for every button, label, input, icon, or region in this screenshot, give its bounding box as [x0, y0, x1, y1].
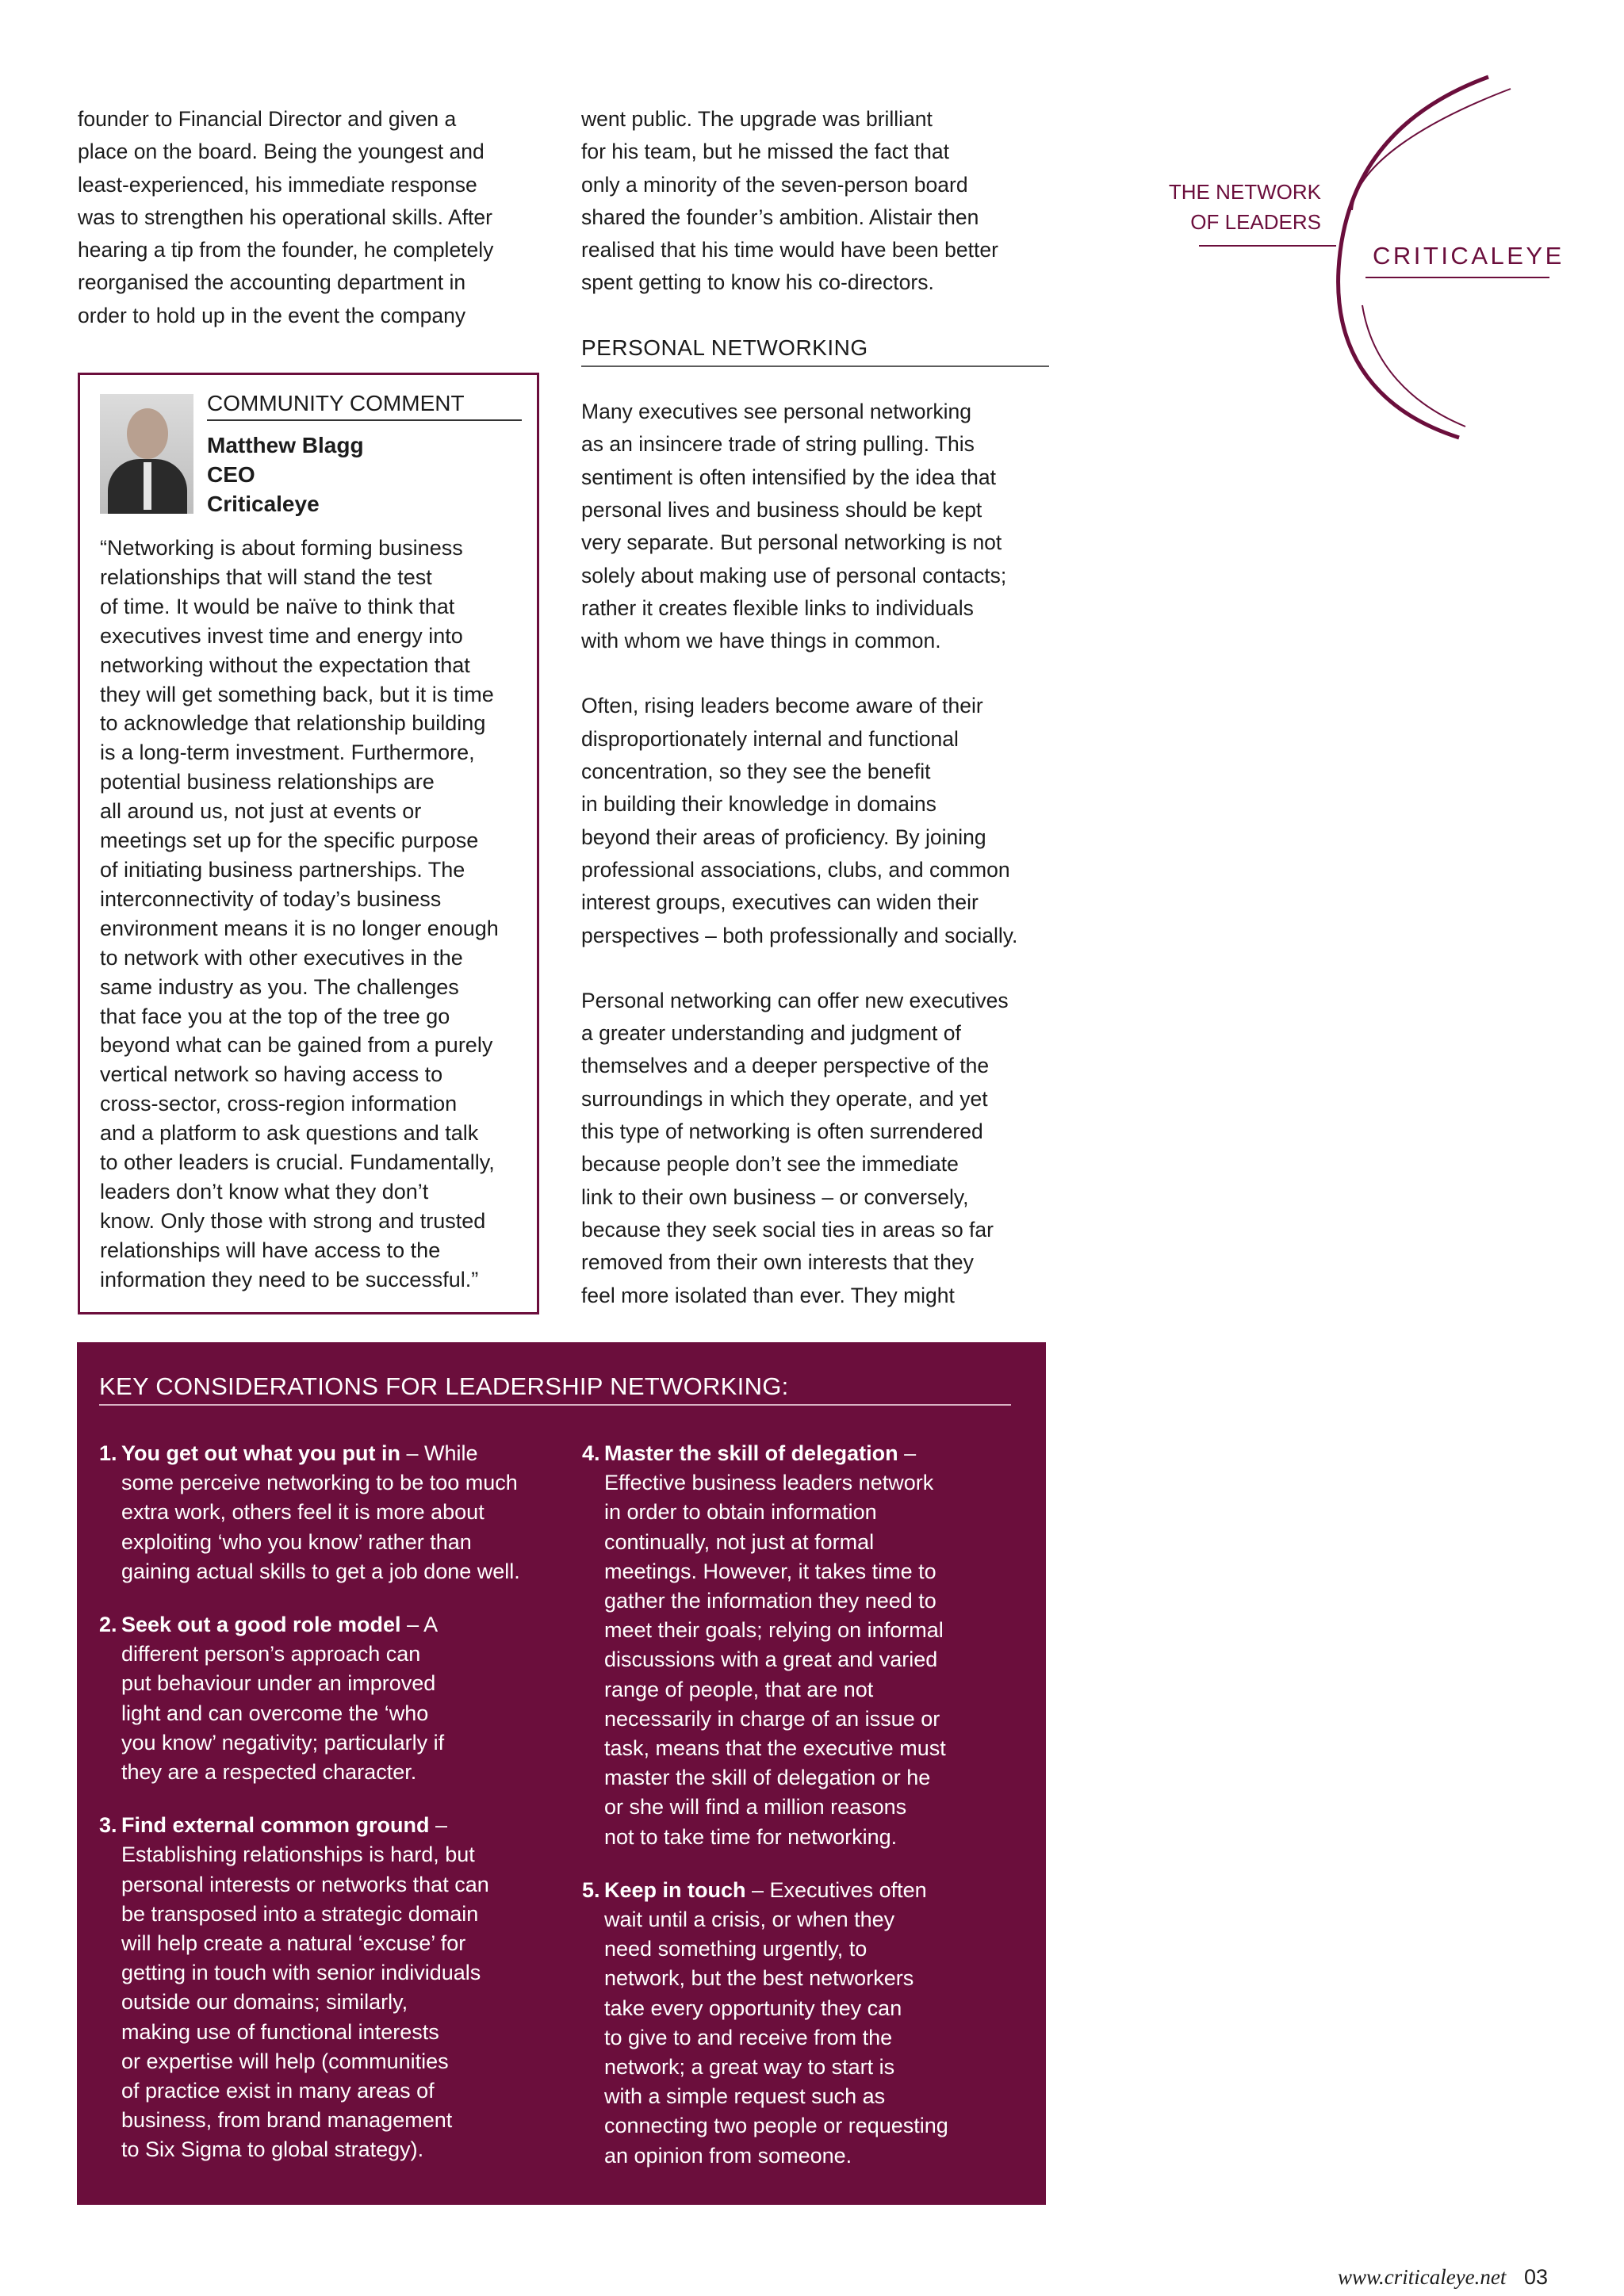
logo-tagline	[1115, 177, 1321, 237]
text-line: of practice exist in many areas of	[121, 2079, 435, 2103]
quote-line: and a platform to ask questions and talk	[100, 1121, 479, 1146]
text-line: light and can overcome the ‘who	[121, 1701, 429, 1725]
personal-networking-body	[581, 396, 1049, 1312]
comment-header	[207, 391, 522, 519]
left-column-text	[78, 103, 538, 332]
text-line: Personal networking can offer new executives	[581, 988, 1009, 1012]
text-line: put behaviour under an improved	[121, 1671, 436, 1696]
quote-line: know. Only those with strong and trusted	[100, 1208, 486, 1233]
key-considerations-right-column	[582, 1439, 1026, 2195]
key-consideration-item	[99, 1439, 567, 1586]
quote-line: to other leaders is crucial. Fundamentally,	[100, 1150, 495, 1175]
portrait-photo	[100, 394, 193, 514]
text-line: founder to Financial Director and given a	[78, 107, 457, 131]
key-considerations-left-column	[99, 1439, 567, 2189]
quote-line: vertical network so having access to	[100, 1062, 443, 1087]
text-line: connecting two people or requesting	[604, 2114, 948, 2138]
item-lead-text: – Executives often	[745, 1877, 927, 1902]
intro-paragraph	[581, 103, 1049, 300]
text-line: perspectives – both professionally and socially.	[581, 923, 1018, 947]
text-line: rather it creates flexible links to individuals	[581, 595, 974, 620]
item-number: 5.	[582, 1877, 600, 1902]
text-line: take every opportunity they can	[604, 1996, 902, 2020]
text-line: or expertise will help (communities	[121, 2049, 449, 2073]
text-line: task, means that the executive must	[604, 1736, 946, 1761]
text-line: some perceive networking to be too much	[121, 1471, 518, 1495]
quote-line: relationships that will stand the test	[100, 564, 432, 589]
quote-line: beyond what can be gained from a purely	[100, 1033, 493, 1058]
text-line: in order to obtain information	[604, 1500, 877, 1525]
comment-quote	[100, 534, 524, 1295]
item-body	[604, 1876, 948, 2171]
quote-line: executives invest time and energy into	[100, 623, 463, 648]
item-lead-text: –	[898, 1441, 917, 1465]
text-line: making use of functional interests	[121, 2019, 439, 2044]
quote-line: all around us, not just at events or	[100, 799, 422, 824]
text-line: link to their own business – or conversely,	[581, 1184, 969, 1209]
page-footer	[1338, 2265, 1548, 2290]
text-line: personal interests or networks that can	[121, 1872, 489, 1896]
text-line: disproportionately internal and functional	[581, 726, 959, 751]
item-heading: Keep in touch	[604, 1877, 746, 1902]
item-heading: Find external common ground	[121, 1813, 430, 1838]
text-line: because people don’t see the immediate	[581, 1152, 959, 1177]
item-body	[121, 1610, 444, 1787]
text-line: Many executives see personal networking	[581, 400, 971, 424]
community-comment-box	[78, 373, 539, 1314]
text-line: master the skill of delegation or he	[604, 1766, 931, 1790]
text-line: gaining actual skills to get a job done well.	[121, 1559, 520, 1583]
text-line: getting in touch with senior individuals	[121, 1961, 481, 1985]
quote-line: they will get something back, but it is time	[100, 682, 494, 706]
text-line: extra work, others feel it is more about	[121, 1500, 485, 1525]
text-line: or she will find a million reasons	[604, 1795, 907, 1820]
text-line: personal lives and business should be kept	[581, 497, 982, 522]
text-line: to Six Sigma to global strategy).	[121, 2137, 424, 2162]
quote-line: to acknowledge that relationship building	[100, 711, 486, 736]
quote-line: leaders don’t know what they don’t	[100, 1179, 429, 1203]
text-line: was to strengthen his operational skills. After	[78, 205, 492, 229]
quote-line: “Networking is about forming business	[100, 536, 463, 560]
text-line: spent getting to know his co-directors.	[581, 270, 934, 295]
item-body	[604, 1439, 946, 1852]
quote-line: to network with other executives in the	[100, 945, 463, 970]
quote-line: meetings set up for the specific purpose	[100, 828, 479, 853]
text-line: with whom we have things in common.	[581, 629, 941, 653]
text-line: this type of networking is often surrendered	[581, 1119, 983, 1144]
item-first-line	[121, 1811, 489, 1840]
item-heading: Seek out a good role model	[121, 1613, 401, 1637]
text-line: not to take time for networking.	[604, 1824, 898, 1849]
text-line: range of people, that are not	[604, 1677, 874, 1701]
text-line: with a simple request such as	[604, 2084, 886, 2109]
key-consideration-item	[99, 1811, 567, 2164]
paragraph	[581, 690, 1049, 951]
text-line: as an insincere trade of string pulling. This	[581, 432, 975, 457]
text-line: network; a great way to start is	[604, 2055, 895, 2080]
item-first-line	[604, 1439, 946, 1468]
quote-line: environment means it is no longer enough	[100, 916, 499, 940]
text-line: least-experienced, his immediate response	[78, 172, 477, 197]
text-line: interest groups, executives can widen their	[581, 890, 979, 915]
item-number: 1.	[99, 1441, 117, 1465]
text-line: professional associations, clubs, and common	[581, 857, 1010, 882]
text-line: discussions with a great and varied	[604, 1647, 938, 1672]
quote-line: of time. It would be naïve to think that	[100, 594, 455, 618]
text-line: because they seek social ties in areas so far	[581, 1217, 994, 1242]
text-line: solely about making use of personal contacts;	[581, 563, 1007, 587]
text-line: will help create a natural ‘excuse’ for	[121, 1931, 466, 1956]
tagline-line-2: OF LEADERS	[1190, 210, 1321, 234]
text-line: wait until a crisis, or when they	[604, 1908, 895, 1932]
text-line: exploiting ‘who you know’ rather than	[121, 1529, 472, 1554]
quote-line: networking without the expectation that	[100, 652, 470, 677]
item-number: 3.	[99, 1813, 117, 1838]
text-line: continually, not just at formal	[604, 1529, 875, 1554]
text-line: realised that his time would have been better	[581, 238, 998, 262]
quote-line: same industry as you. The challenges	[100, 974, 459, 999]
item-first-line	[604, 1876, 948, 1905]
text-line: an opinion from someone.	[604, 2143, 852, 2168]
commenter-company: Criticaleye	[207, 492, 320, 516]
key-considerations-title: KEY CONSIDERATIONS FOR LEADERSHIP NETWORKING:	[99, 1372, 1011, 1406]
paragraph	[581, 985, 1049, 1312]
text-line: themselves and a deeper perspective of the	[581, 1054, 990, 1078]
item-lead-text: – While	[400, 1441, 478, 1465]
paragraph	[581, 396, 1049, 657]
text-line: you know’ negativity; particularly if	[121, 1730, 445, 1755]
text-line: only a minority of the seven-person board	[581, 172, 968, 197]
text-line: gather the information they need to	[604, 1589, 936, 1613]
key-consideration-item	[99, 1610, 567, 1787]
item-heading: You get out what you put in	[121, 1441, 400, 1465]
item-number: 2.	[99, 1613, 117, 1637]
text-line: shared the founder’s ambition. Alistair then	[581, 205, 979, 229]
text-line: reorganised the accounting department in	[78, 270, 466, 295]
text-line: beyond their areas of proficiency. By joining	[581, 825, 986, 849]
text-line: Often, rising leaders become aware of their	[581, 694, 983, 718]
text-line: in building their knowledge in domains	[581, 792, 936, 817]
text-line: place on the board. Being the youngest and	[78, 140, 485, 164]
item-first-line	[121, 1610, 444, 1640]
footer-url: www.criticaleye.net	[1337, 2265, 1507, 2289]
quote-line: interconnectivity of today’s business	[100, 886, 442, 911]
text-line: removed from their own interests that they	[581, 1250, 974, 1275]
quote-line: is a long-term investment. Furthermore,	[100, 740, 475, 765]
text-line: be transposed into a strategic domain	[121, 1901, 479, 1926]
quote-line: of initiating business partnerships. The	[100, 857, 465, 882]
comment-label: COMMUNITY COMMENT	[207, 391, 522, 421]
text-line: Effective business leaders network	[604, 1471, 934, 1495]
text-line: order to hold up in the event the company	[78, 303, 466, 327]
brand-name: CRITICALEYE	[1373, 242, 1565, 270]
text-line: different person’s approach can	[121, 1642, 421, 1667]
item-lead-text: –	[429, 1813, 448, 1838]
text-line: outside our domains; similarly,	[121, 1990, 408, 2015]
text-line: very separate. But personal networking is not	[581, 530, 1002, 555]
text-line: Establishing relationships is hard, but	[121, 1843, 475, 1867]
text-line: they are a respected character.	[121, 1760, 417, 1785]
section-heading-personal-networking: PERSONAL NETWORKING	[581, 331, 1049, 367]
page-number: 03	[1523, 2265, 1548, 2289]
text-line: necessarily in charge of an issue or	[604, 1706, 940, 1731]
text-line: need something urgently, to	[604, 1937, 868, 1961]
key-considerations-panel	[77, 1342, 1046, 2205]
item-lead-text: – A	[400, 1613, 439, 1637]
quote-line: information they need to be successful.”	[100, 1267, 479, 1292]
item-first-line	[121, 1439, 520, 1468]
text-line: network, but the best networkers	[604, 1966, 914, 1991]
commenter-name: Matthew Blagg	[207, 433, 364, 457]
text-line: business, from brand management	[121, 2108, 453, 2133]
text-line: meet their goals; relying on informal	[604, 1618, 944, 1643]
text-line: a greater understanding and judgment of	[581, 1021, 961, 1046]
item-body	[121, 1439, 520, 1586]
text-line: feel more isolated than ever. They might	[581, 1283, 955, 1307]
quote-line: potential business relationships are	[100, 770, 435, 794]
tagline-line-1: THE NETWORK	[1168, 180, 1321, 204]
quote-line: relationships will have access to the	[100, 1238, 441, 1262]
text-line: went public. The upgrade was brilliant	[581, 107, 933, 131]
quote-line: cross-sector, cross-region information	[100, 1092, 458, 1116]
item-heading: Master the skill of delegation	[604, 1441, 898, 1465]
key-consideration-item	[582, 1439, 1026, 1852]
text-line: hearing a tip from the founder, he completely	[78, 238, 494, 262]
item-body	[121, 1811, 489, 2164]
text-line: to give to and receive from the	[604, 2025, 893, 2049]
key-consideration-item	[582, 1876, 1026, 2171]
item-number: 4.	[582, 1441, 600, 1465]
quote-line: that face you at the top of the tree go	[100, 1004, 450, 1028]
middle-column-text	[581, 103, 1049, 1345]
text-line: meetings. However, it takes time to	[604, 1559, 936, 1583]
text-line: for his team, but he missed the fact that	[581, 140, 949, 164]
commenter-role: CEO	[207, 462, 255, 487]
text-line: concentration, so they see the benefit	[581, 760, 931, 784]
text-line: surroundings in which they operate, and yet	[581, 1086, 988, 1111]
text-line: sentiment is often intensified by the idea that	[581, 465, 996, 489]
